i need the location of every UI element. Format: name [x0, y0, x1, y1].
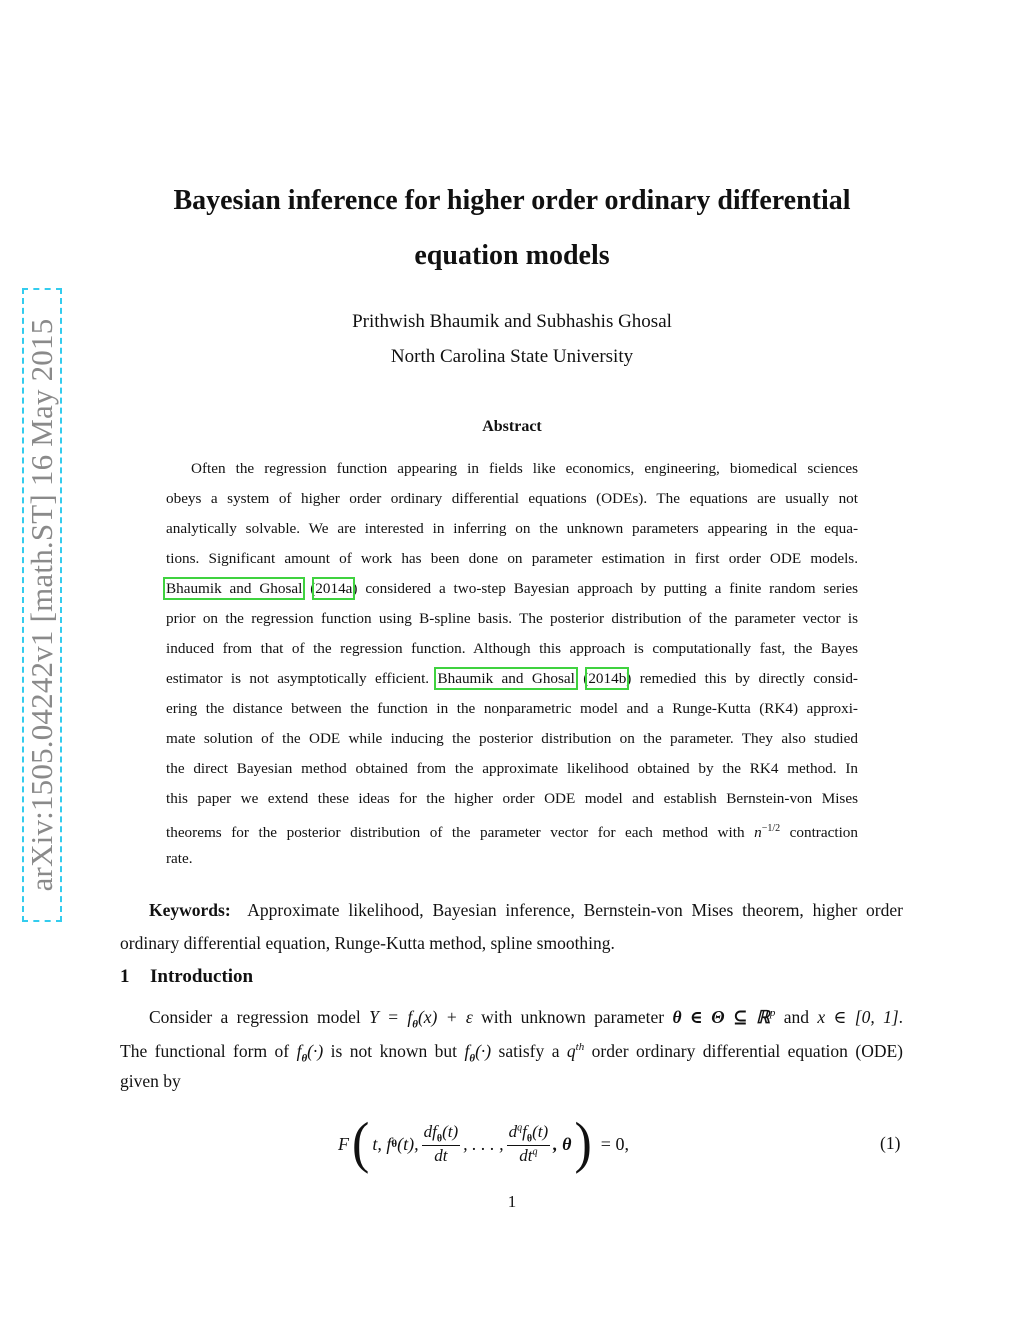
math-subscript: θ: [412, 1018, 418, 1031]
fraction-first-derivative: [422, 1122, 461, 1165]
math-inline: [672, 1007, 769, 1027]
abstract-line: [166, 669, 858, 689]
text-fragment: Consider a regression model: [149, 1006, 370, 1027]
section-number: 1: [120, 966, 130, 987]
paper-affiliation: North Carolina State University: [390, 346, 634, 367]
right-paren-glyph: ): [574, 1112, 592, 1175]
math-superscript: q: [532, 1146, 538, 1158]
paper-authors: Prithwish Bhaumik and Subhashis Ghosal: [352, 311, 672, 332]
math-inline: [464, 1040, 492, 1065]
text-fragment: is not known but: [323, 1040, 465, 1061]
citation-link-author[interactable]: Bhaumik and Ghosal: [166, 580, 303, 597]
abstract-line: mate solution of the ODE while inducing the posterior distribution on the parameter. They also studied: [166, 730, 858, 747]
left-paren-glyph: (: [352, 1112, 370, 1175]
math-fragment: dt: [434, 1145, 448, 1165]
math-fragment: (·): [475, 1040, 492, 1061]
math-subscript: θ: [526, 1133, 533, 1145]
abstract-line: obeys a system of higher order ordinary differential equations (ODEs). The equations are usually not: [166, 490, 858, 507]
abstract-heading: Abstract: [482, 418, 542, 435]
text-fragment: satisfy a: [491, 1040, 567, 1061]
abstract-line: [166, 819, 858, 843]
intro-line: [120, 1035, 903, 1070]
abstract-line: prior on the regression function using B-spline basis. The posterior distribution of the parameter vector is: [166, 610, 858, 627]
math-fragment: (t),: [397, 1133, 419, 1154]
math-inline: [369, 1006, 473, 1031]
math-theta: , θ: [553, 1133, 572, 1154]
math-fragment: f: [522, 1122, 527, 1142]
abstract-line: induced from that of the regression function. Although this approach is computationally fast, the Bayes: [166, 640, 858, 657]
math-subscript: θ: [301, 1052, 308, 1065]
abstract-line: analytically solvable. We are interested in inferring on the unknown parameters appearing in the equa-: [166, 520, 858, 537]
math-fragment: (·): [307, 1040, 324, 1061]
citation-link-year[interactable]: 2014b: [588, 670, 627, 687]
math-inline: x ∈ [0, 1]: [817, 1006, 899, 1027]
page-number: 1: [507, 1192, 517, 1211]
math-fragment: f: [464, 1040, 470, 1061]
text-fragment: The functional form of: [120, 1040, 297, 1061]
text-fragment: (: [302, 580, 316, 597]
abstract-line: this paper we extend these ideas for the higher order ODE model and establish Bernstein-von Mises: [166, 790, 858, 807]
math-subscript: θ: [436, 1133, 443, 1145]
text-fragment: .: [898, 1006, 904, 1027]
math-n: n: [754, 824, 762, 842]
keywords-label: Keywords:: [149, 900, 231, 920]
math-fragment: dt: [519, 1145, 533, 1165]
math-fragment: f: [296, 1040, 302, 1061]
text-fragment: estimator is not asymptotically efficient.: [166, 670, 438, 687]
display-equation: [338, 1112, 629, 1175]
math-superscript: p: [769, 1007, 776, 1019]
intro-line: [149, 1001, 903, 1036]
math-fragment: Y = f: [369, 1006, 413, 1027]
math-subscript: θ: [391, 1138, 398, 1150]
abstract-line: tions. Significant amount of work has been done on parameter estimation in first order ODE models.: [166, 550, 858, 567]
arxiv-identifier-text: arXiv:1505.04242v1 [math.ST] 16 May 2015: [24, 318, 59, 892]
text-fragment: ) remedied this by directly consid-: [626, 670, 858, 687]
abstract-line: the direct Bayesian method obtained from the approximate likelihood obtained by the RK4 method. In: [166, 760, 858, 777]
arxiv-identifier-stamp[interactable]: [22, 288, 62, 922]
math-ellipsis: , . . . ,: [463, 1133, 504, 1154]
math-exponent: −1/2: [761, 823, 781, 834]
math-rhs: = 0,: [600, 1133, 629, 1154]
keywords-line: ordinary differential equation, Runge-Kutta method, spline smoothing.: [120, 933, 615, 953]
math-inline: q: [566, 1040, 576, 1061]
math-superscript: q: [517, 1122, 523, 1134]
math-inline: [296, 1040, 324, 1065]
abstract-line: [166, 579, 858, 599]
text-fragment: ) considered a two-step Bayesian approach by putting a finite random series: [352, 580, 859, 597]
text-fragment: theorems for the posterior distribution of the parameter vector for each method with: [166, 824, 755, 842]
math-F: F: [338, 1133, 349, 1154]
math-superscript: th: [575, 1041, 585, 1053]
text-fragment: with unknown parameter: [472, 1006, 673, 1027]
math-fragment: t, f: [372, 1133, 392, 1154]
citation-link-author[interactable]: Bhaumik and Ghosal: [437, 670, 575, 687]
keywords-text: Approximate likelihood, Bayesian inference, Bernstein-von Mises theorem, higher order: [247, 900, 903, 920]
math-subscript: θ: [469, 1052, 476, 1065]
keywords-line: [149, 898, 903, 922]
section-title: Introduction: [150, 966, 254, 987]
math-fragment: (t): [532, 1122, 549, 1142]
equation-number: (1): [880, 1133, 901, 1153]
text-fragment: contraction: [780, 824, 858, 842]
abstract-line: rate.: [166, 850, 193, 867]
paper-title-line-2: equation models: [414, 240, 610, 271]
intro-line: given by: [120, 1071, 181, 1091]
section-heading: [120, 966, 253, 988]
citation-link-year[interactable]: 2014a: [315, 580, 353, 597]
math-fragment: df: [423, 1122, 437, 1142]
math-fragment: (t): [442, 1122, 459, 1142]
abstract-line: Often the regression function appearing in fields like economics, engineering, biomedical sciences: [191, 460, 858, 477]
math-fragment: d: [508, 1122, 518, 1142]
text-fragment: and: [775, 1006, 818, 1027]
math-fragment: θ ∈ Θ ⊆ ℝ: [672, 1006, 770, 1027]
abstract-line: ering the distance between the function in the nonparametric model and a Runge-Kutta (RK4) approxi-: [166, 700, 858, 717]
text-fragment: order ordinary differential equation (ODE): [584, 1040, 903, 1061]
paper-title-line-1: Bayesian inference for higher order ordinary differential: [173, 185, 851, 216]
fraction-qth-derivative: [507, 1122, 551, 1165]
text-fragment: (: [574, 670, 589, 687]
math-fragment: (x) + ε: [417, 1006, 473, 1027]
